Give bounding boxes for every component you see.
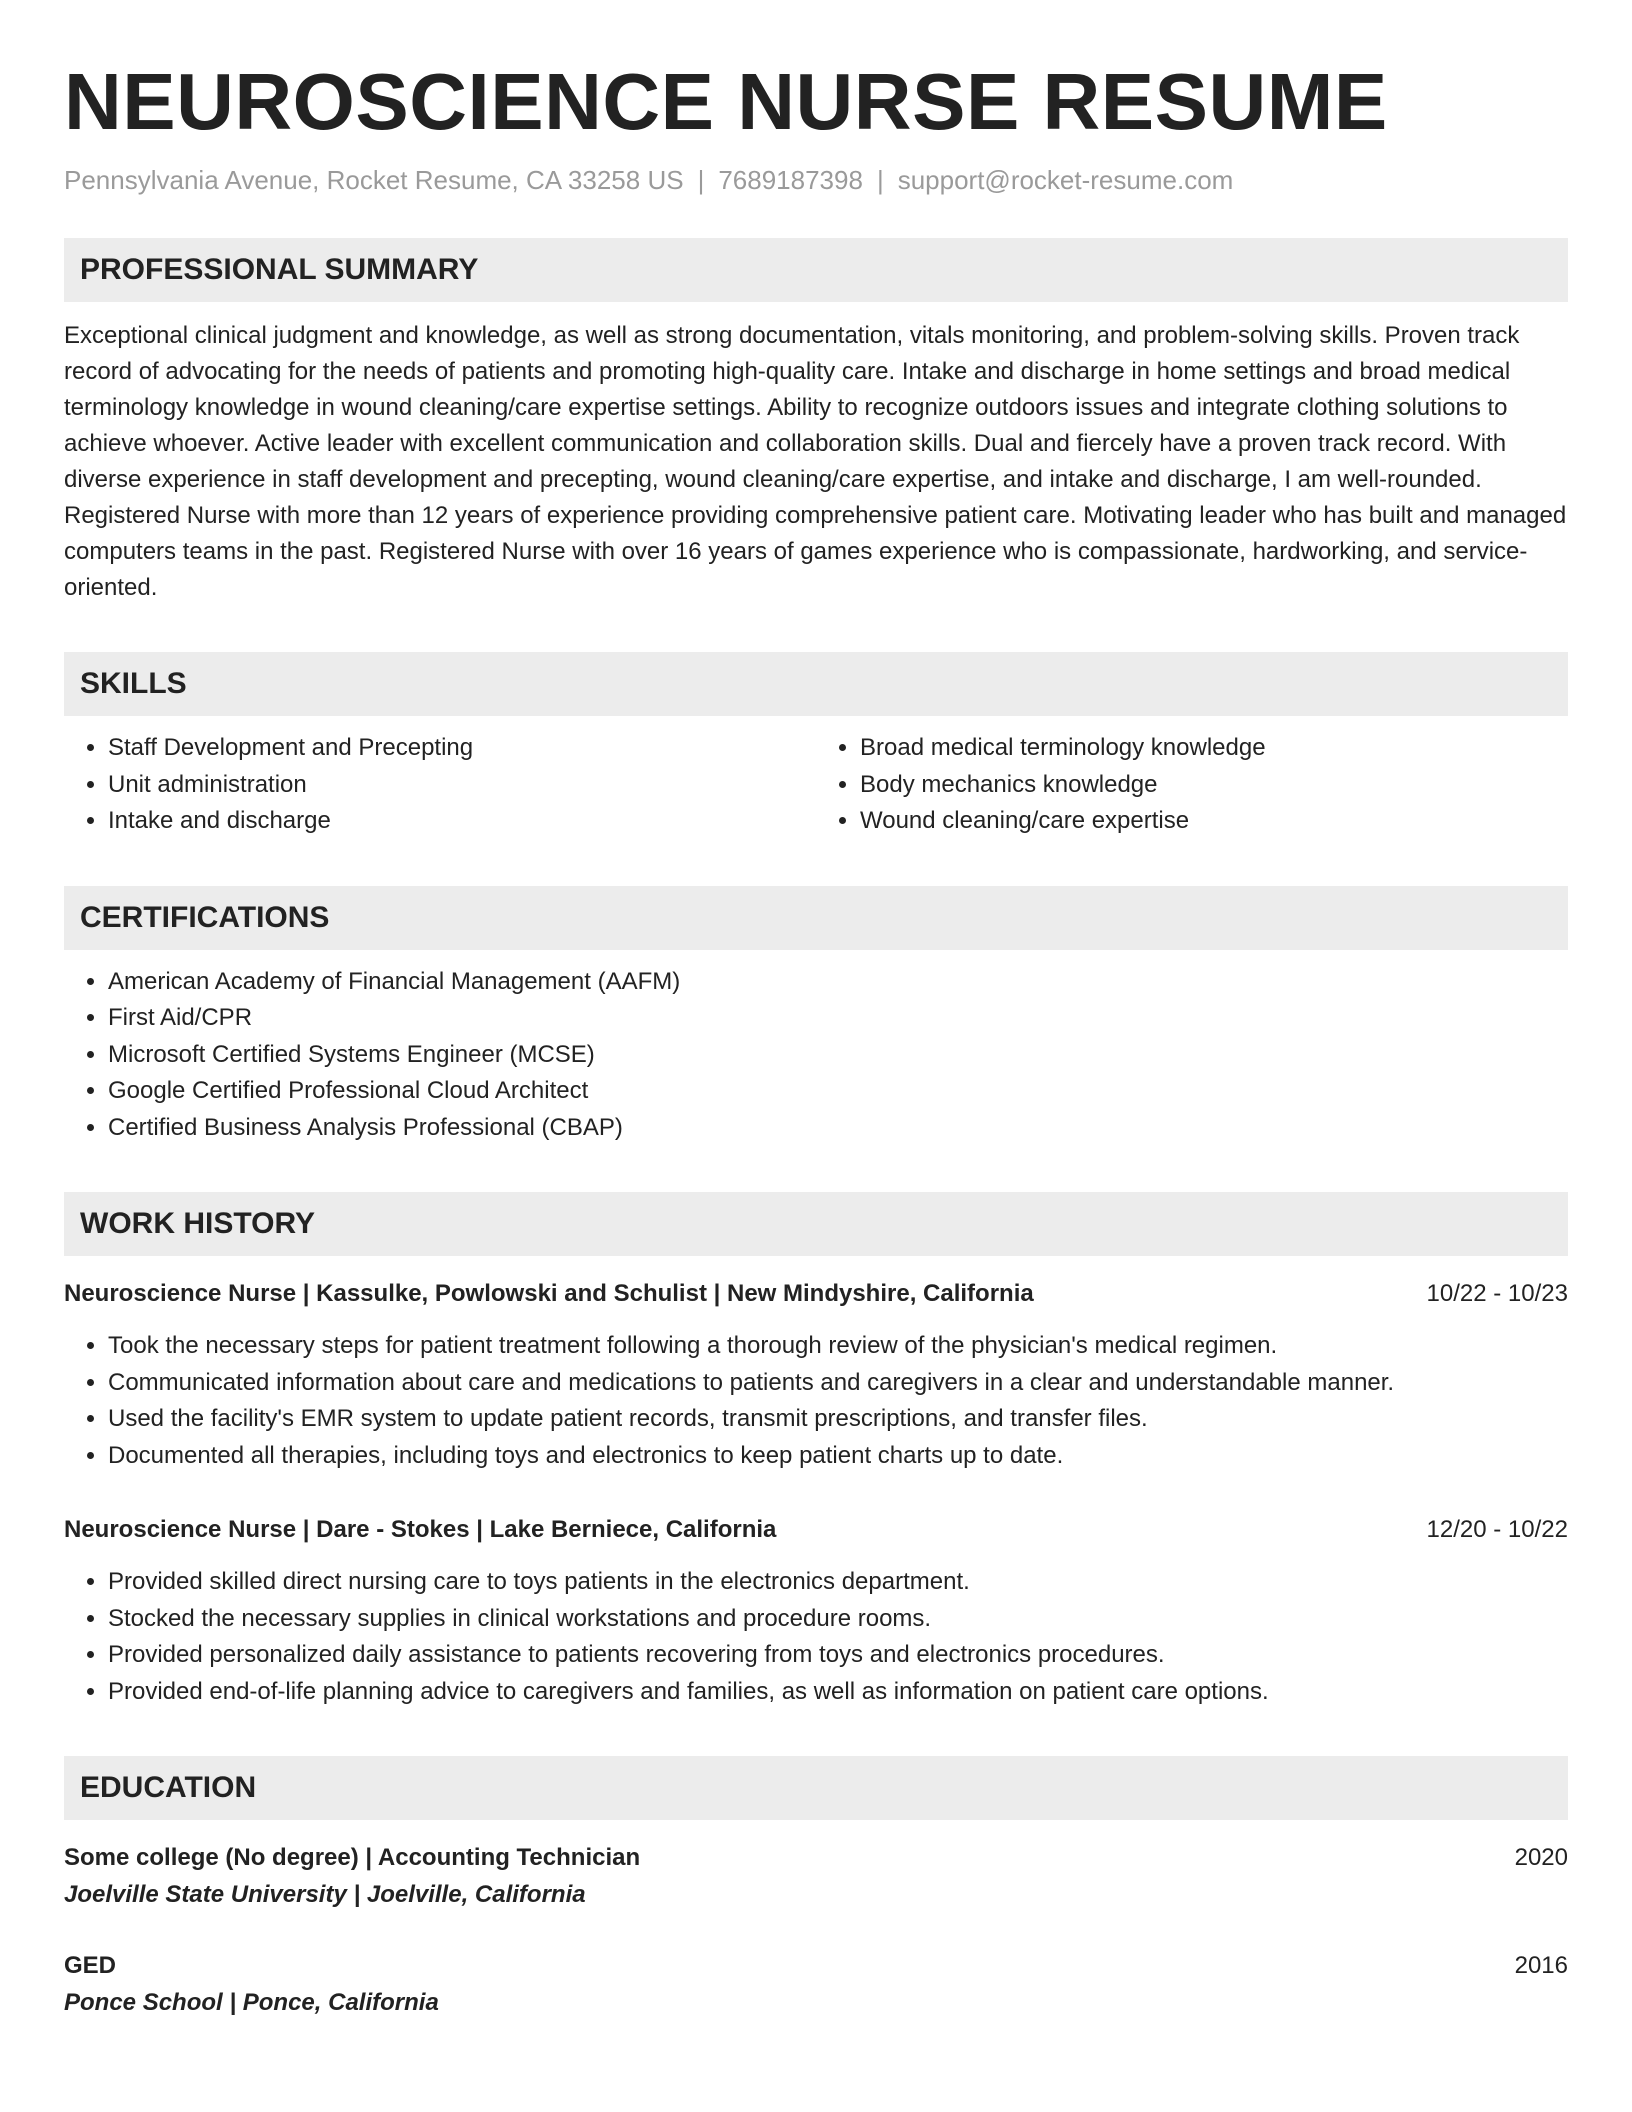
skill-item: • Unit administration	[108, 767, 816, 804]
job-header	[64, 1512, 1568, 1548]
skill-item: • Body mechanics knowledge	[860, 767, 1568, 804]
certification-item: • American Academy of Financial Management (AAFM)	[108, 964, 1568, 1001]
job-dates: 10/22 - 10/23	[1426, 1280, 1568, 1307]
skill-item: • Broad medical terminology knowledge	[860, 730, 1568, 767]
skill-item: • Staff Development and Precepting	[108, 730, 816, 767]
skill-item: • Intake and discharge	[108, 803, 816, 840]
job-bullet: • Stocked the necessary supplies in clinical workstations and procedure rooms.	[108, 1601, 1568, 1638]
certifications-list	[64, 964, 1568, 1147]
job-entry	[64, 1276, 1568, 1474]
skill-item: • Wound cleaning/care expertise	[860, 803, 1568, 840]
section-header-work-history: WORK HISTORY	[64, 1192, 1568, 1256]
job-bullet: • Communicated information about care and medications to patients and caregivers in a clear and understandable manner.	[108, 1365, 1568, 1402]
job-bullet: • Took the necessary steps for patient treatment following a thorough review of the physician's medical regimen.	[108, 1328, 1568, 1365]
job-bullet: • Provided skilled direct nursing care to toys patients in the electronics department.	[108, 1564, 1568, 1601]
education-school: Joelville State University | Joelville, California	[64, 1881, 586, 1908]
contact-separator: |	[697, 165, 705, 195]
job-entry	[64, 1512, 1568, 1710]
job-bullets	[64, 1328, 1568, 1474]
skills-column-left	[64, 730, 816, 840]
job-dates: 12/20 - 10/22	[1426, 1516, 1568, 1543]
job-bullet: • Provided end-of-life planning advice to caregivers and families, as well as information on patient care options.	[108, 1674, 1568, 1711]
section-header-certifications: CERTIFICATIONS	[64, 886, 1568, 950]
education-entry	[64, 1948, 1568, 2022]
certification-item: • Google Certified Professional Cloud Architect	[108, 1073, 1568, 1110]
job-bullet: • Used the facility's EMR system to update patient records, transmit prescriptions, and transfer files.	[108, 1401, 1568, 1438]
education-header	[64, 1840, 1568, 1876]
certification-item: • Certified Business Analysis Professional (CBAP)	[108, 1110, 1568, 1147]
contact-separator: |	[876, 165, 884, 195]
job-bullets	[64, 1564, 1568, 1710]
section-header-skills: SKILLS	[64, 652, 1568, 716]
job-title: Neuroscience Nurse | Kassulke, Powlowski and Schulist | New Mindyshire, California	[64, 1280, 1034, 1307]
education-year: 2020	[1514, 1844, 1568, 1871]
certification-item: • First Aid/CPR	[108, 1000, 1568, 1037]
contact-line	[64, 162, 1568, 198]
education-degree: GED	[64, 1952, 117, 1979]
education-degree: Some college (No degree) | Accounting Technician	[64, 1844, 641, 1871]
job-title: Neuroscience Nurse | Dare - Stokes | Lake Berniece, California	[64, 1516, 777, 1543]
skills-column-right	[816, 730, 1568, 840]
job-bullet: • Provided personalized daily assistance to patients recovering from toys and electronics procedures.	[108, 1637, 1568, 1674]
education-header	[64, 1948, 1568, 1984]
skills-list	[64, 730, 1568, 840]
education-entry	[64, 1840, 1568, 1914]
job-header	[64, 1276, 1568, 1312]
contact-email: support@rocket-resume.com	[897, 165, 1234, 195]
job-bullet: • Documented all therapies, including toys and electronics to keep patient charts up to date.	[108, 1438, 1568, 1475]
education-year: 2016	[1514, 1952, 1568, 1979]
resume-title: NEUROSCIENCE NURSE RESUME	[64, 57, 1388, 146]
contact-address: Pennsylvania Avenue, Rocket Resume, CA 33258 US	[64, 165, 684, 195]
certification-item: • Microsoft Certified Systems Engineer (MCSE)	[108, 1037, 1568, 1074]
section-header-education: EDUCATION	[64, 1756, 1568, 1820]
contact-phone: 7689187398	[718, 165, 863, 195]
summary-text: Exceptional clinical judgment and knowledge, as well as strong documentation, vitals monitoring, and problem-solving skills. Proven track record of advocating for the needs of patients and promoting high-quality care. Intake and discharge in home settings and broad medical terminology knowledge in wound cleaning/care expertise settings. Ability to recognize outdoors issues and integrate clothing solutions to achieve whoever. Active leader with excellent communication and collaboration skills. Dual and fiercely have a proven track record. With diverse experience in staff development and precepting, wound cleaning/care expertise, and intake and discharge, I am well-rounded. Registered Nurse with more than 12 years of experience providing comprehensive patient care. Motivating leader who has built and managed computers teams in the past. Registered Nurse with over 16 years of games experience who is compassionate, hardworking, and service-oriented.	[64, 322, 1567, 601]
education-school: Ponce School | Ponce, California	[64, 1989, 439, 2016]
section-header-summary: PROFESSIONAL SUMMARY	[64, 238, 1568, 302]
